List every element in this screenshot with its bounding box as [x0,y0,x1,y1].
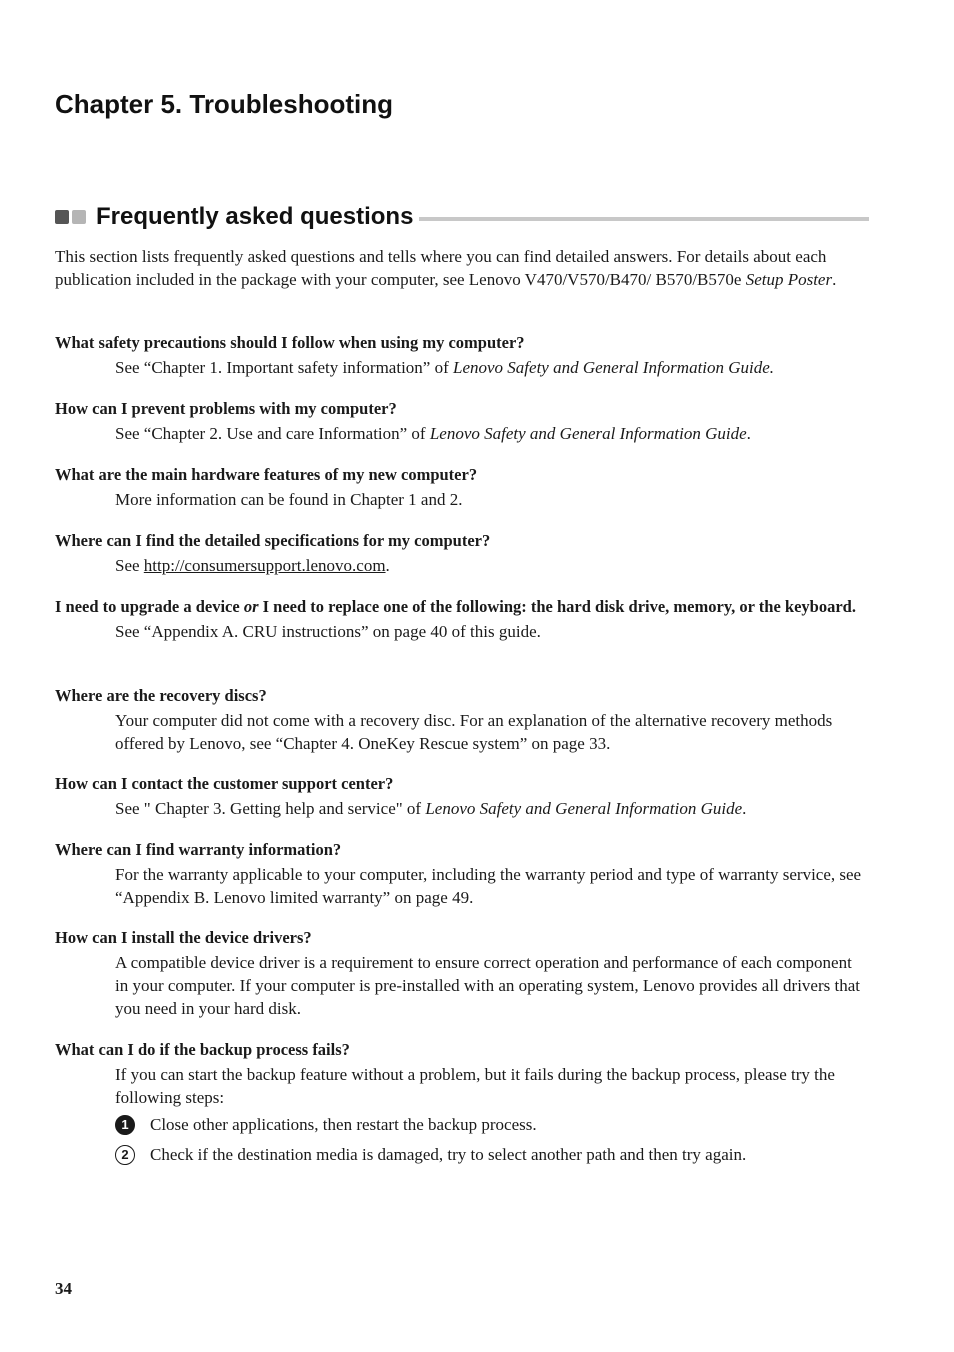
section-bullet-dark-icon [55,210,69,224]
faq-question: How can I install the device drivers? [55,928,312,947]
faq-item [55,331,869,379]
faq-item [55,397,869,445]
step-text: Close other applications, then restart the backup process. [150,1115,537,1134]
section-title: Frequently asked questions [96,203,414,230]
answer-italic: Lenovo Safety and General Information Guide. [453,358,775,377]
answer-end: . [385,556,390,575]
faq-item [55,926,869,1020]
faq-question: How can I prevent problems with my computer? [55,399,397,418]
faq-question [55,595,869,618]
step-item [115,1143,869,1166]
faq-answer: If you can start the backup feature without a problem, but it fails during the backup process, please try the following steps: [115,1065,835,1107]
faq-answer [115,554,869,577]
faq-answer [115,797,869,820]
faq-question: What safety precautions should I follow when using my computer? [55,333,525,352]
faq-question: What can I do if the backup process fails? [55,1040,350,1059]
intro-text: This section lists frequently asked questions and tells where you can find detailed answers. For details about each publication included in the package with your computer, see Lenovo V470/V570/B470/ B570/B570e [55,247,827,289]
answer-end: . [742,799,747,818]
faq-item [55,772,869,820]
answer-italic: Lenovo Safety and General Information Guide [425,799,743,818]
step-number-2-icon: 2 [115,1145,135,1165]
step-item [115,1113,869,1136]
faq-item [55,838,869,909]
intro-end: . [832,270,837,289]
intro-italic: Setup Poster [745,270,833,289]
faq-answer [115,422,869,445]
answer-text: See [115,556,144,575]
section-rule [419,217,869,221]
faq-question: Where can I find warranty information? [55,840,342,859]
faq-question: Where can I find the detailed specifications for my computer? [55,531,491,550]
intro-paragraph [55,245,869,291]
chapter-title: Chapter 5. Troubleshooting [55,89,394,119]
faq-answer: A compatible device driver is a requirement to ensure correct operation and performance of each component in your computer. If your computer is pre-installed with an operating system, Lenovo provides all drivers that you need in your hard disk. [115,953,860,1018]
faq-question: Where are the recovery discs? [55,686,267,705]
faq-answer: See “Appendix A. CRU instructions” on page 40 of this guide. [115,622,541,641]
faq-answer: More information can be found in Chapter 1 and 2. [115,490,463,509]
faq-answer: For the warranty applicable to your computer, including the warranty period and type of warranty service, see “Appendix B. Lenovo limited warranty” on page 49. [115,865,862,907]
faq-answer [115,356,869,379]
question-italic: or [243,597,259,616]
faq-answer: Your computer did not come with a recovery disc. For an explanation of the alternative recovery methods offered by Lenovo, see “Chapter 4. OneKey Rescue system” on page 33. [115,711,833,753]
page-number: 34 [55,1279,72,1298]
faq-question: What are the main hardware features of my new computer? [55,465,478,484]
step-text: Check if the destination media is damaged, try to select another path and then try again. [150,1145,747,1164]
faq-item [55,595,869,643]
question-text: I need to upgrade a device [55,597,244,616]
support-link[interactable]: http://consumersupport.lenovo.com [143,556,386,575]
answer-text: See " Chapter 3. Getting help and service" of [115,799,426,818]
answer-italic: Lenovo Safety and General Information Guide [429,424,747,443]
section-heading [55,200,869,234]
faq-item [55,684,869,755]
faq-item [55,529,869,577]
answer-text: See “Chapter 2. Use and care Information” of [115,424,430,443]
answer-end: . [746,424,751,443]
answer-text: See “Chapter 1. Important safety information” of [115,358,453,377]
question-text-end: I need to replace one of the following: the hard disk drive, memory, or the keyboard. [258,597,856,616]
faq-item [55,463,869,511]
faq-question: How can I contact the customer support center? [55,774,394,793]
step-number-1-icon: 1 [115,1115,135,1135]
faq-item [55,1038,869,1166]
section-bullet-light-icon [72,210,86,224]
